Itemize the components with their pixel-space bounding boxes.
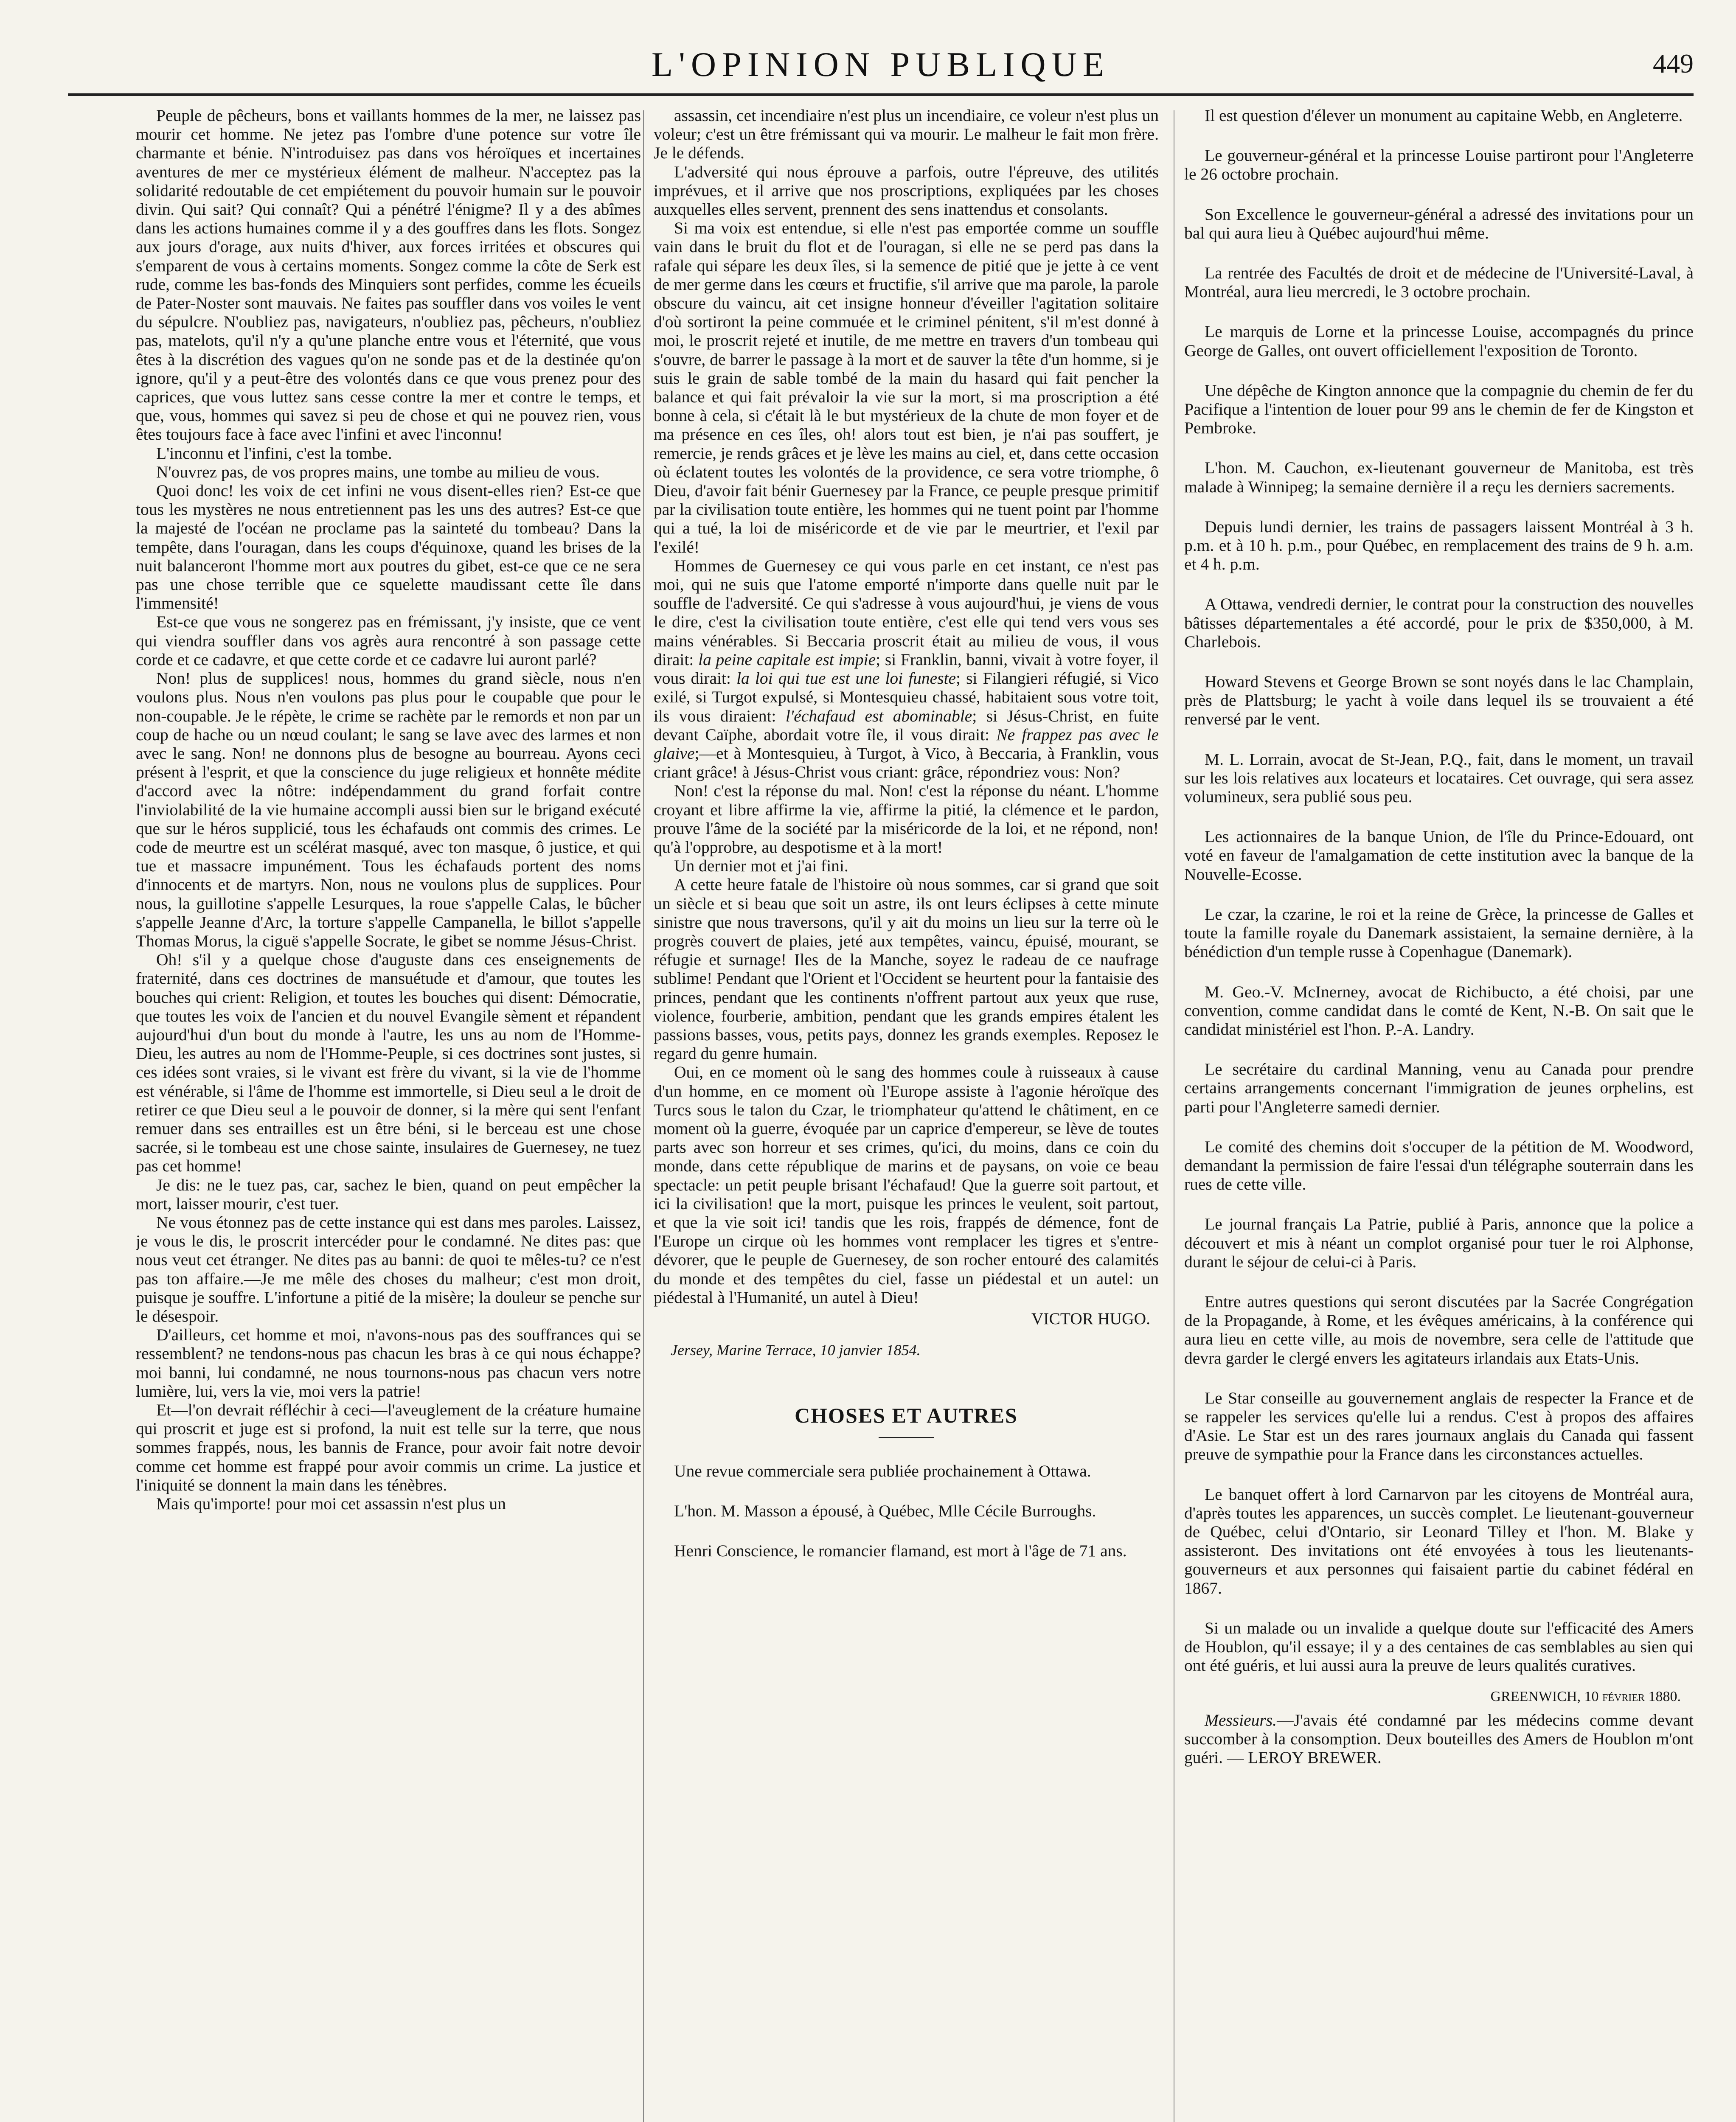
testimonial-dateline: GREENWICH, 10 février 1880. xyxy=(1490,1689,1681,1705)
testimonial-salutation: Messieurs. xyxy=(1205,1710,1277,1729)
news-item: Les actionnaires de la banque Union, de l'île du Prince-Edouard, ont voté en faveur de l'amalgamation de cette institution avec la banque de la Nouvelle-Ecosse. xyxy=(1184,827,1694,884)
paragraph: D'ailleurs, cet homme et moi, n'avons-nous pas des souffrances qui se ressemblent? ne tendons-nous pas chacun les bras à ce qui nous échappe? moi banni, lui condamné, ne nous tournons-nous pas chacun vers notre lumière, lui, vers la vie, moi vers la patrie! xyxy=(136,1325,641,1401)
paragraph: N'ouvrez pas, de vos propres mains, une tombe au milieu de vous. xyxy=(156,462,600,481)
paragraph: Un dernier mot et j'ai fini. xyxy=(674,856,848,876)
news-item: Le secrétaire du cardinal Manning, venu au Canada pour prendre certains arrangements concernant l'immigration de jeunes orphelins, est parti pour l'Angleterre samedi dernier. xyxy=(1184,1060,1694,1116)
paragraph: Si ma voix est entendue, si elle n'est pas emportée comme un souffle vain dans le bruit du flot et de l'ouragan, si elle ne se perd pas dans la rafale qui sépare les deux îles, si la semence de pitié que je jette à ce vent de mer germe dans les cœurs et fructifie, s'il arrive que ma parole, la parole obscure du vaincu, ait cet insigne honneur d'éveiller l'agitation solitaire d'où sortiront la peine commuée et le criminel pénitent, s'il m'est donné à moi, le proscrit rejeté et inutile, de me mettre en travers d'un tombeau qui s'ouvre, de barrer le passage à la mort et de sauver la tête d'un homme, si je suis le grain de sable tombé de la main du hasard qui fait pencher la balance et qui fait prévaloir la vie sur la mort, si ma proscription a été bonne à cela, si c'était là le but mystérieux de la chute de mon foyer et de ma présence en ces îles, oh! alors tout est bien, je n'ai pas souffert, je remercie, je rends grâces et je lève les mains au ciel, et, dans cette occasion où éclatent toutes les volontés de la providence, ce sera votre triomphe, ô Dieu, d'avoir fait bénir Guernesey par la France, ce peuple presque primitif par la civilisation toute entière, les hommes qui ne tuent point par l'homme qui a tué, la loi de miséricorde et de vie par le meurtrier, et l'exil par l'exilé! xyxy=(654,219,1159,556)
news-item: M. L. Lorrain, avocat de St-Jean, P.Q., fait, dans le moment, un travail sur les lois relatives aux locateurs et locataires. Cet ouvrage, qui sera assez volumineux, sera publié sous peu. xyxy=(1184,749,1694,806)
paragraph: Et—l'on devrait réfléchir à ceci—l'aveuglement de la créature humaine qui proscrit et juge est si profond, la nuit est telle sur la terre, que nous sommes frappés, nous, les bannis de France, pour avoir fait notre devoir comme cet homme est frappé pour avoir commis un crime. La justice et l'iniquité se donnent la main dans les ténèbres. xyxy=(136,1401,641,1494)
paragraph: A cette heure fatale de l'histoire où nous sommes, car si grand que soit un siècle et si beau que soit un astre, ils ont leurs éclipses à cette minute sinistre que nous traversons, qu'il y ait du moins un lieu sur la terre où le progrès couvert de plaies, jeté aux tempêtes, vaincu, épuisé, mourant, se réfugie et surnage! Iles de la Manche, soyez le radeau de ce naufrage sublime! Pendant que l'Orient et l'Occident se heurtent pour la fantaisie des princes, pendant que les continents n'offrent partout aux yeux que ruse, violence, fourberie, ambition, pendant que les grands empires étalent les passions basses, vous, petits pays, donnez les grands exemples. Reposez le regard du genre humain. xyxy=(654,875,1159,1063)
news-item: Le journal français La Patrie, publié à Paris, annonce que la police a découvert et mis à néant un complot organisé pour tuer le roi Alphonse, durant le séjour de celui-ci à Paris. xyxy=(1184,1215,1694,1271)
testimonial-text: —J'avais été condamné par les médecins comme devant succomber à la consomption. Deux bouteilles des Amers de Houblon m'ont guéri. — LEROY BREWER. xyxy=(1184,1710,1694,1767)
paragraph: Non! c'est la réponse du mal. Non! c'est la réponse du néant. L'homme croyant et libre affirme la vie, affirme la pitié, la clémence et le pardon, prouve l'âme de la société par la miséricorde de la loi, et ne répond, non! qu'à l'opprobre, au despotisme et à la mort! xyxy=(654,781,1159,856)
paragraph: Non! plus de supplices! nous, hommes du grand siècle, nous n'en voulons plus. Nous n'en voulons pas plus pour le coupable que pour le non-coupable. Je le répète, le crime se rachète par le remords et non par un coup de hache ou un nœud coulant; le sang se lave avec des larmes et non avec le sang. Non! ne donnons plus de besogne au bourreau. Ayons ceci présent à l'esprit, et que la conscience du juge religieux et honnête médite d'accord avec la nôtre: indépendamment du grand forfait contre l'inviolabilité de la vie humaine accompli aussi bien sur le brigand exécuté que sur le héros supplicié, tous les échafauds ont commis des crimes. Le code de meurtre est un scélérat masqué, avec ton masque, ô justice, et qui tue et massacre impunément. Tous les échafauds portent des noms d'innocents et de martyrs. Non, nous ne voulons plus de supplices. Pour nous, la guillotine s'appelle Lesurques, la roue s'appelle Calas, le bûcher s'appelle Jeanne d'Arc, la torture s'appelle Campanella, le billot s'appelle Thomas Morus, la ciguë s'appelle Socrate, le gibet se nomme Jésus-Christ. xyxy=(136,669,641,950)
news-item: Le comité des chemins doit s'occuper de la pétition de M. Woodword, demandant la permission de faire l'essai d'un télégraphe souterrain dans les rues de cette ville. xyxy=(1184,1137,1694,1194)
column-1-hugo-letter xyxy=(136,106,641,2122)
paragraph: Oui, en ce moment où le sang des hommes coule à ruisseaux à cause d'un homme, en ce moment où l'Europe assiste à l'agonie héroïque des Turcs sous le talon du Czar, le triomphateur qu'attend le châtiment, en ce moment où la guerre, évoquée par un caprice d'empereur, se lève de toutes parts avec son horreur et ses crimes, qu'ici, du moins, dans ce coin du monde, dans cette république de marins et de paysans, on voie ce beau spectacle: un petit peuple brisant l'échafaud! Que la guerre soit partout, et ici la civilisation! que la mort, puisque les princes le veulent, soit partout, et que la vie soit ici! tandis que les rois, frappés de démence, font de l'Europe un cirque où les hommes vont remplacer les tigres et s'entre-dévorer, que le peuple de Guernesey, de son rocher entouré des calamités du monde et des tempêtes du ciel, fasse un piédestal et un autel: un piédestal à l'Humanité, un autel à Dieu! xyxy=(654,1063,1159,1307)
news-item: L'hon. M. Masson a épousé, à Québec, Mlle Cécile Burroughs. xyxy=(674,1501,1096,1520)
news-item: Howard Stevens et George Brown se sont noyés dans le lac Champlain, près de Plattsburg; le yacht à voile dans lequel ils se trouvaient a été renversé par le vent. xyxy=(1184,672,1694,729)
news-item: Une dépêche de Kington annonce que la compagnie du chemin de fer du Pacifique a l'intention de louer pour 99 ans le chemin de fer de Kingston et Pembroke. xyxy=(1184,381,1694,438)
news-item: Depuis lundi dernier, les trains de passagers laissent Montréal à 3 h. p.m. et à 10 h. p.m., pour Québec, en remplacement des trains de 9 h. a.m. et 4 h. p.m. xyxy=(1184,517,1694,574)
paragraph: Quoi donc! les voix de cet infini ne vous disent-elles rien? Est-ce que tous les mystères ne nous entretiennent pas les uns des autres? Est-ce que la majesté de l'océan ne proclame pas la sainteté du tombeau? Dans la tempête, dans l'ouragan, dans les coups d'équinoxe, quand les brises de la nuit balanceront l'homme mort aux poutres du gibet, est-ce que ce ne sera pas une chose terrible que ce squelette maudissant cette île dans l'immensité! xyxy=(136,481,641,613)
column-3-news-items xyxy=(1184,106,1694,2122)
news-item: Entre autres questions qui seront discutées par la Sacrée Congrégation de la Propagande, à Rome, et les évêques américains, à la conférence qui aura lieu en cette ville, au mois de novembre, sera celle de l'attitude que devra garder le clergé envers les agitateurs irlandais aux Etats-Unis. xyxy=(1184,1292,1694,1367)
paragraph: L'inconnu et l'infini, c'est la tombe. xyxy=(156,443,392,463)
paragraph: L'adversité qui nous éprouve a parfois, outre l'épreuve, des utilités imprévues, et il arrive que nos proscriptions, expliquées par les choses auxquelles elles servent, prennent des sens inattendus et consolants. xyxy=(654,162,1159,219)
paragraph: Hommes de Guernesey ce qui vous parle en cet instant, ce n'est pas moi, qui ne suis que l'atome emporté n'importe dans quelle nuit par le souffle de l'adversité. Ce qui s'adresse à vous aujourd'hui, je viens de vous le dire, c'est la civilisation toute entière, c'est elle qui tend vers vous ses mains vénérables. Si Beccaria proscrit était au milieu de vous, il vous dirait: la peine capitale est impie; si Franklin, banni, vivait à votre foyer, il vous dirait: la loi qui tue est une loi funeste; si Filangieri réfugié, si Vico exilé, si Turgot expulsé, si Montesquieu chassé, habitaient sous votre toit, ils vous diraient: l'échafaud est abominable; si Jésus-Christ, en fuite devant Caïphe, abordait votre île, il vous dirait: Ne frappez pas avec le glaive;—et à Montesquieu, à Turgot, à Vico, à Beccaria, à Franklin, vous criant grâce! à Jésus-Christ vous criant: grâce, répondriez vous: Non? xyxy=(654,556,1159,782)
news-item: L'hon. M. Cauchon, ex-lieutenant gouverneur de Manitoba, est très malade à Winnipeg; la semaine dernière il a reçu les derniers sacrements. xyxy=(1184,458,1694,496)
news-item: Une revue commerciale sera publiée prochainement à Ottawa. xyxy=(674,1461,1091,1480)
news-item: Henri Conscience, le romancier flamand, est mort à l'âge de 71 ans. xyxy=(674,1541,1127,1561)
paragraph: Oh! s'il y a quelque chose d'auguste dans ces enseignements de fraternité, dans ces doctrines de mansuétude et d'amour, que toutes les bouches qui crient: Religion, et toutes les bouches qui disent: Démocratie, que toutes les voix de l'ancien et du nouvel Evangile sèment et répandent aujourd'hui d'un bout du monde à l'autre, les uns au nom de l'Homme-Dieu, les autres au nom de l'Homme-Peuple, si ces doctrines sont justes, si ces idées sont vraies, si le vivant est frère du vivant, si la vie de l'homme est vénérable, si l'âme de l'homme est immortelle, si Dieu seul a le droit de retirer ce que Dieu seul a le pouvoir de donner, si la mère qui sent l'enfant remuer dans ses entrailles est un être béni, si le berceau est une chose sacrée, si le tombeau est une chose sainte, insulaires de Guernesey, ne tuez pas cet homme! xyxy=(136,950,641,1176)
news-item: Le marquis de Lorne et la princesse Louise, accompagnés du prince George de Galles, ont ouvert officiellement l'exposition de Toronto. xyxy=(1184,322,1694,360)
news-item: Il est question d'élever un monument au capitaine Webb, en Angleterre. xyxy=(1205,106,1683,125)
news-item: Le czar, la czarine, le roi et la reine de Grèce, la princesse de Galles et toute la famille royale du Danemark assistaient, la semaine dernière, à la bénédiction d'un temple russe à Copenhague (Danemark). xyxy=(1184,904,1694,961)
paragraph: Ne vous étonnez pas de cette instance qui est dans mes paroles. Laissez, je vous le dis, le proscrit intercéder pour le condamné. Ne dites pas: que nous veut cet étranger. Ne dites pas au banni: de quoi te mêles-tu? ce n'est pas ton affaire.—Je me mêle des choses du malheur; c'est mon droit, puisque je souffre. L'infortune a pitié de la misère; la douleur se penche sur le désespoir. xyxy=(136,1213,641,1325)
news-item: Son Excellence le gouverneur-général a adressé des invitations pour un bal qui aura lieu à Québec aujourd'hui même. xyxy=(1184,205,1694,242)
column-divider xyxy=(643,110,644,2122)
author-signature: VICTOR HUGO. xyxy=(1031,1309,1150,1328)
news-item: Si un malade ou un invalide a quelque doute sur l'efficacité des Amers de Houblon, qu'il essaye; il y a des centaines de cas semblables au sien qui ont été guéris, et lui aussi aura la preuve de leurs qualités curatives. xyxy=(1184,1618,1694,1675)
page-number: 449 xyxy=(1653,48,1694,79)
section-rule xyxy=(879,1437,934,1438)
newspaper-title: L'OPINION PUBLIQUE xyxy=(652,45,1110,84)
paragraph: Peuple de pêcheurs, bons et vaillants hommes de la mer, ne laissez pas mourir cet homme. Ne jetez pas l'ombre d'une potence sur votre île charmante et bénie. N'introduisez pas dans vos héroïques et incertaines aventures de mer ce mystérieux élément de malheur. N'acceptez pas la solidarité redoutable de cet empiétement du pouvoir humain sur le pouvoir divin. Qui sait? Qui connaît? Qui a pénétré l'énigme? Il y a des abîmes dans les actions humaines comme il y a des gouffres dans les flots. Songez aux jours d'orage, aux nuits d'hiver, aux forces irritées et obscures qui s'emparent de vous à certains moments. Songez comme la côte de Serk est rude, comme les bas-fonds des Minquiers sont perfides, comme les écueils de Pater-Noster sont mauvais. Ne faites pas souffler dans vos voiles le vent du sépulcre. N'oubliez pas, navigateurs, n'oubliez pas, pêcheurs, n'oubliez pas, matelots, qu'il n'y a qu'une planche entre vous et l'éternité, que vous êtes à la discrétion des vagues qu'on ne sonde pas et de la destinée qu'on ignore, qu'il y a peut-être des volontés dans ce que vous prenez pour des caprices, que vous luttez sans cesse contre la mer et contre le temps, et que, vous, hommes qui savez si peu de chose et qui ne pouvez rien, vous êtes toujours face à face avec l'infini et avec l'inconnu! xyxy=(136,106,641,444)
paragraph: assassin, cet incendiaire n'est plus un incendiaire, ce voleur n'est plus un voleur; c'est un être frémissant qui va mourir. Le malheur le fait mon frère. Je le défends. xyxy=(654,106,1159,163)
news-item: Le banquet offert à lord Carnarvon par les citoyens de Montréal aura, d'après toutes les apparences, un succès complet. Le lieutenant-gouverneur de Québec, celui d'Ontario, sir Leonard Tilley et l'hon. M. Blake y assisteront. Des invitations ont été envoyées à tous les lieutenants-gouverneurs et aux personnes qui faisaient partie du cabinet fédéral en 1867. xyxy=(1184,1485,1694,1597)
testimonial xyxy=(1184,1711,1694,1767)
masthead-rule xyxy=(68,93,1694,96)
paragraph: Je dis: ne le tuez pas, car, sachez le bien, quand on peut empêcher la mort, laisser mourir, c'est tuer. xyxy=(136,1175,641,1213)
masthead xyxy=(68,40,1694,100)
news-item: M. Geo.-V. McInerney, avocat de Richibucto, a été choisi, par une convention, comme candidat dans le comté de Kent, N.-B. On sait que le candidat ministériel est l'hon. P.-A. Landry. xyxy=(1184,982,1694,1039)
news-item: Le Star conseille au gouvernement anglais de respecter la France et de se rappeler les services qu'elle lui a rendus. C'est à propos des affaires d'Asie. Le Star est un des rares journaux anglais du Canada qui fassent preuve de sympathie pour la France dans les circonstances actuelles. xyxy=(1184,1388,1694,1464)
column-2 xyxy=(654,106,1159,2122)
paragraph: Mais qu'importe! pour moi cet assassin n'est plus un xyxy=(156,1494,506,1513)
section-heading: CHOSES ET AUTRES xyxy=(795,1403,1018,1428)
news-item: A Ottawa, vendredi dernier, le contrat pour la construction des nouvelles bâtisses départementales a été accordé, pour le prix de $350,000, à M. Charlebois. xyxy=(1184,595,1694,651)
news-item: Le gouverneur-général et la princesse Louise partiront pour l'Angleterre le 26 octobre prochain. xyxy=(1184,146,1694,184)
paragraph: Est-ce que vous ne songerez pas en frémissant, j'y insiste, que ce vent qui viendra souffler dans vos agrès aura rencontré à son passage cette corde et ce cadavre, et que cette corde et ce cadavre lui auront parlé? xyxy=(136,612,641,669)
news-item: La rentrée des Facultés de droit et de médecine de l'Université-Laval, à Montréal, aura lieu mercredi, le 3 octobre prochain. xyxy=(1184,264,1694,301)
dateline: Jersey, Marine Terrace, 10 janvier 1854. xyxy=(671,1342,921,1359)
